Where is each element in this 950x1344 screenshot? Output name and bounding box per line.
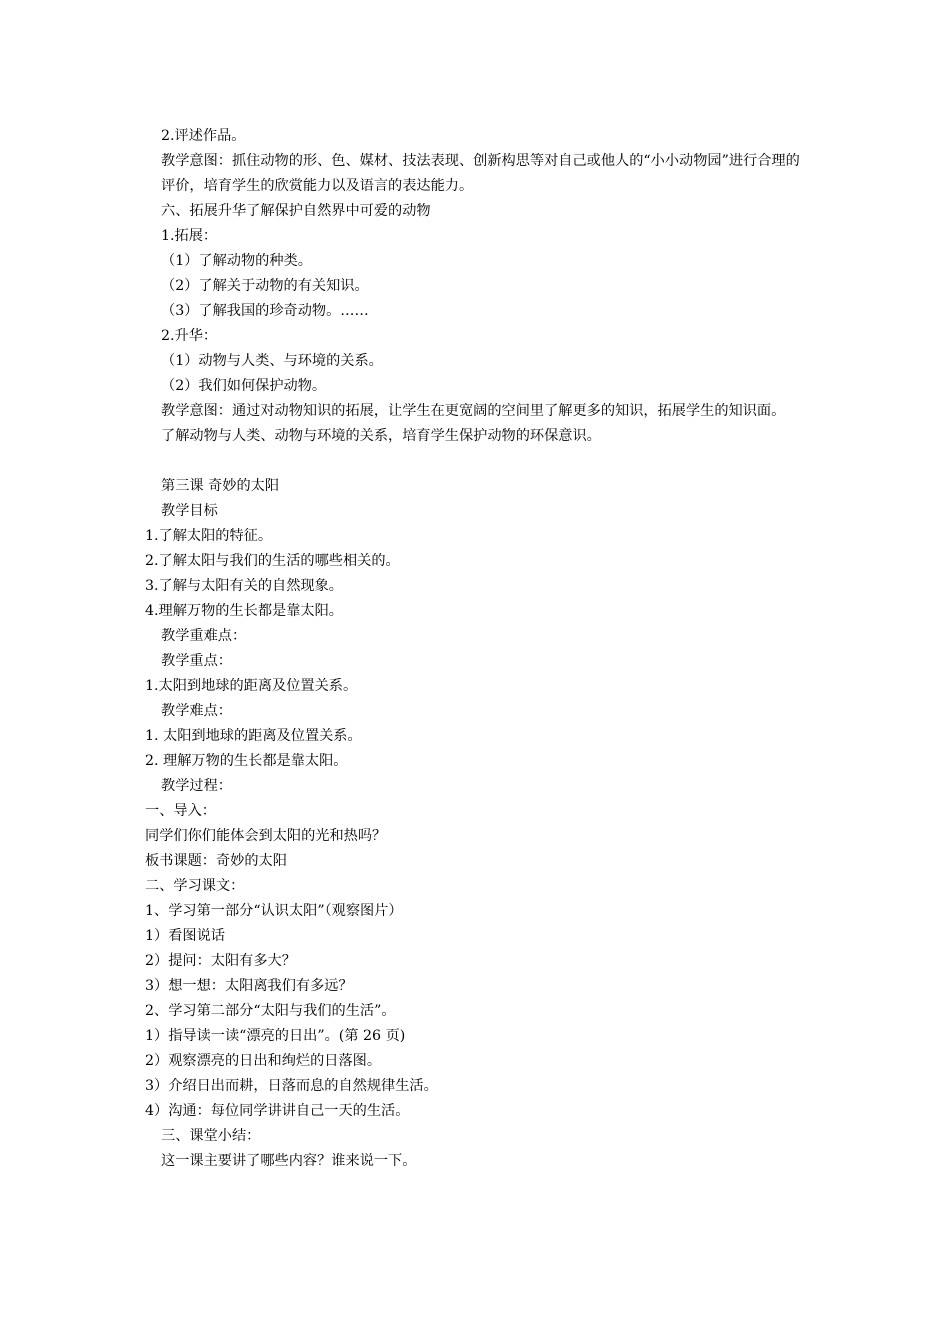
intro-heading: 一、导入： xyxy=(145,803,216,819)
list-item: 3.了解与太阳有关的自然现象。 xyxy=(145,578,343,594)
list-item: 1.太阳到地球的距离及位置关系。 xyxy=(145,678,358,694)
list-item: （2）了解关于动物的有关知识。 xyxy=(161,278,369,294)
board-title: 板书课题：奇妙的太阳 xyxy=(145,853,287,869)
list-item: 4）沟通：每位同学讲讲自己一天的生活。 xyxy=(145,1103,410,1119)
process-heading: 教学过程： xyxy=(161,778,232,794)
list-item: 1）看图说话 xyxy=(145,928,225,944)
list-item: 3）介绍日出而耕，日落而息的自然规律生活。 xyxy=(145,1078,438,1094)
list-item: 1.了解太阳的特征。 xyxy=(145,528,273,544)
list-item: 1. 太阳到地球的距离及位置关系。 xyxy=(145,728,362,744)
body-paragraph: 了解动物与人类、动物与环境的关系，培育学生保护动物的环保意识。 xyxy=(161,428,601,444)
list-item: 1）指导读一读“漂亮的日出”。(第 26 页) xyxy=(145,1028,406,1044)
summary-heading: 三、课堂小结： xyxy=(161,1128,261,1144)
section-heading-extend: 六、拓展升华了解保护自然界中可爱的动物 xyxy=(161,203,431,219)
part2-heading: 2、学习第二部分“太阳与我们的生活”。 xyxy=(145,1003,396,1019)
list-item: 3）想一想：太阳离我们有多远？ xyxy=(145,978,353,994)
list-item: 4.理解万物的生长都是靠太阳。 xyxy=(145,603,343,619)
key-points-heading: 教学重点： xyxy=(161,653,232,669)
teaching-intent-paragraph: 教学意图：抓住动物的形、色、媒材、技法表现、创新构思等对自己或他人的“小小动物园”进行合理的评价，培育学生的欣赏能力以及语言的表达能力。 xyxy=(161,153,800,194)
blank-line xyxy=(145,449,805,474)
summary-question: 这一课主要讲了哪些内容？谁来说一下。 xyxy=(161,1153,417,1169)
list-item: 2. 理解万物的生长都是靠太阳。 xyxy=(145,753,348,769)
teaching-intent-paragraph: 教学意图：通过对动物知识的拓展，让学生在更宽阔的空间里了解更多的知识，拓展学生的知识面。 xyxy=(161,403,786,419)
document-body xyxy=(145,124,805,1174)
list-item: （1）了解动物的种类。 xyxy=(161,253,312,269)
list-item: 2）提问：太阳有多大？ xyxy=(145,953,296,969)
list-item: 2.了解太阳与我们的生活的哪些相关的。 xyxy=(145,553,400,569)
part1-heading: 1、学习第一部分“认识太阳”（观察图片） xyxy=(145,903,403,919)
item-evaluate-work: 2.评述作品。 xyxy=(161,128,246,144)
difficult-points-heading: 教学难点： xyxy=(161,703,232,719)
list-item: （1）动物与人类、与环境的关系。 xyxy=(161,353,383,369)
lesson-title: 第三课 奇妙的太阳 xyxy=(161,478,280,494)
sublimate-subheading: 2.升华： xyxy=(161,328,218,344)
list-item: （2）我们如何保护动物。 xyxy=(161,378,327,394)
key-difficult-heading: 教学重难点： xyxy=(161,628,247,644)
list-item: 2）观察漂亮的日出和绚烂的日落图。 xyxy=(145,1053,382,1069)
study-heading: 二、学习课文： xyxy=(145,878,245,894)
intro-question: 同学们你们能体会到太阳的光和热吗？ xyxy=(145,828,387,844)
goals-heading: 教学目标 xyxy=(161,503,218,519)
extend-subheading: 1.拓展： xyxy=(161,228,218,244)
list-item: （3）了解我国的珍奇动物。…… xyxy=(161,303,369,319)
